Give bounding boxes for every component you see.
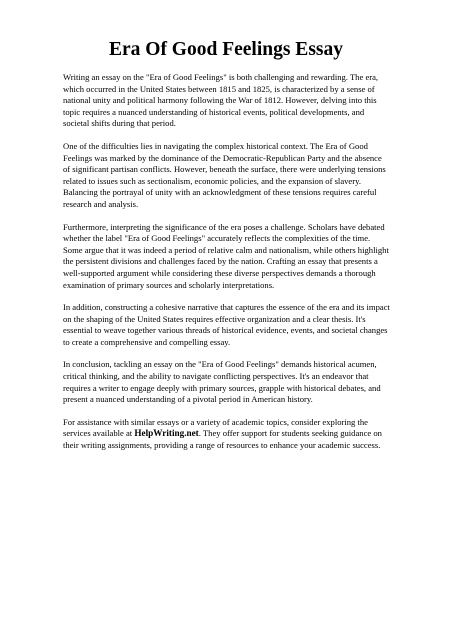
document-title: Era Of Good Feelings Essay <box>108 39 343 60</box>
assistance-text-before-link: For assistance with similar essays or a variety of academic topics, consider exploring the services available at <box>63 416 368 439</box>
helpwriting-link[interactable]: HelpWriting.net <box>134 428 199 439</box>
assistance-text-after-link: . They offer support for students seeking guidance on their writing assignments, providing a range of resources to enhance your academic success. <box>63 428 382 451</box>
paragraph-historical-context: One of the difficulties lies in navigating the complex historical context. The Era of Good Feelings was marked by the dominance of the Democratic-Republican Party and the absence of significant partisan conflicts. However, beneath the surface, there were underlying tensions related to issues such as sectionalism, economic policies, and the expansion of slavery. Balancing the portrayal of unity with an acknowledgment of these tensions requires careful research and analysis. <box>63 140 386 209</box>
document-body <box>63 72 391 463</box>
paragraph-interpretation: Furthermore, interpreting the significance of the era poses a challenge. Scholars have debated whether the label "Era of Good Feelings" accurately reflects the complexities of the time. Some argue that it was indeed a period of relative calm and nationalism, while others highlight the persistent divisions and challenges faced by the nation. Crafting an essay that presents a well-supported argument while considering these diverse perspectives demands a thorough examination of primary sources and scholarly interpretations. <box>63 221 389 290</box>
paragraph-intro: Writing an essay on the "Era of Good Feelings" is both challenging and rewarding. The era, which occurred in the United States between 1815 and 1825, is characterized by a sense of national unity and political harmony following the War of 1812. However, delving into this topic requires a nuanced understanding of historical events, political developments, and societal shifts during that period. <box>63 72 379 129</box>
paragraph-narrative: In addition, constructing a cohesive narrative that captures the essence of the era and its impact on the shaping of the United States requires effective organization and a clear thesis. It's essential to weave together various threads of historical evidence, events, and societal changes to create a comprehensive and compelling essay. <box>63 302 390 347</box>
paragraph-assistance <box>63 417 391 452</box>
paragraph-conclusion: In conclusion, tackling an essay on the "Era of Good Feelings" demands historical acumen, critical thinking, and the ability to navigate conflicting perspectives. It's an endeavor that requires a writer to engage deeply with primary sources, grapple with historical debates, and present a nuanced understanding of a pivotal period in American history. <box>63 359 381 405</box>
